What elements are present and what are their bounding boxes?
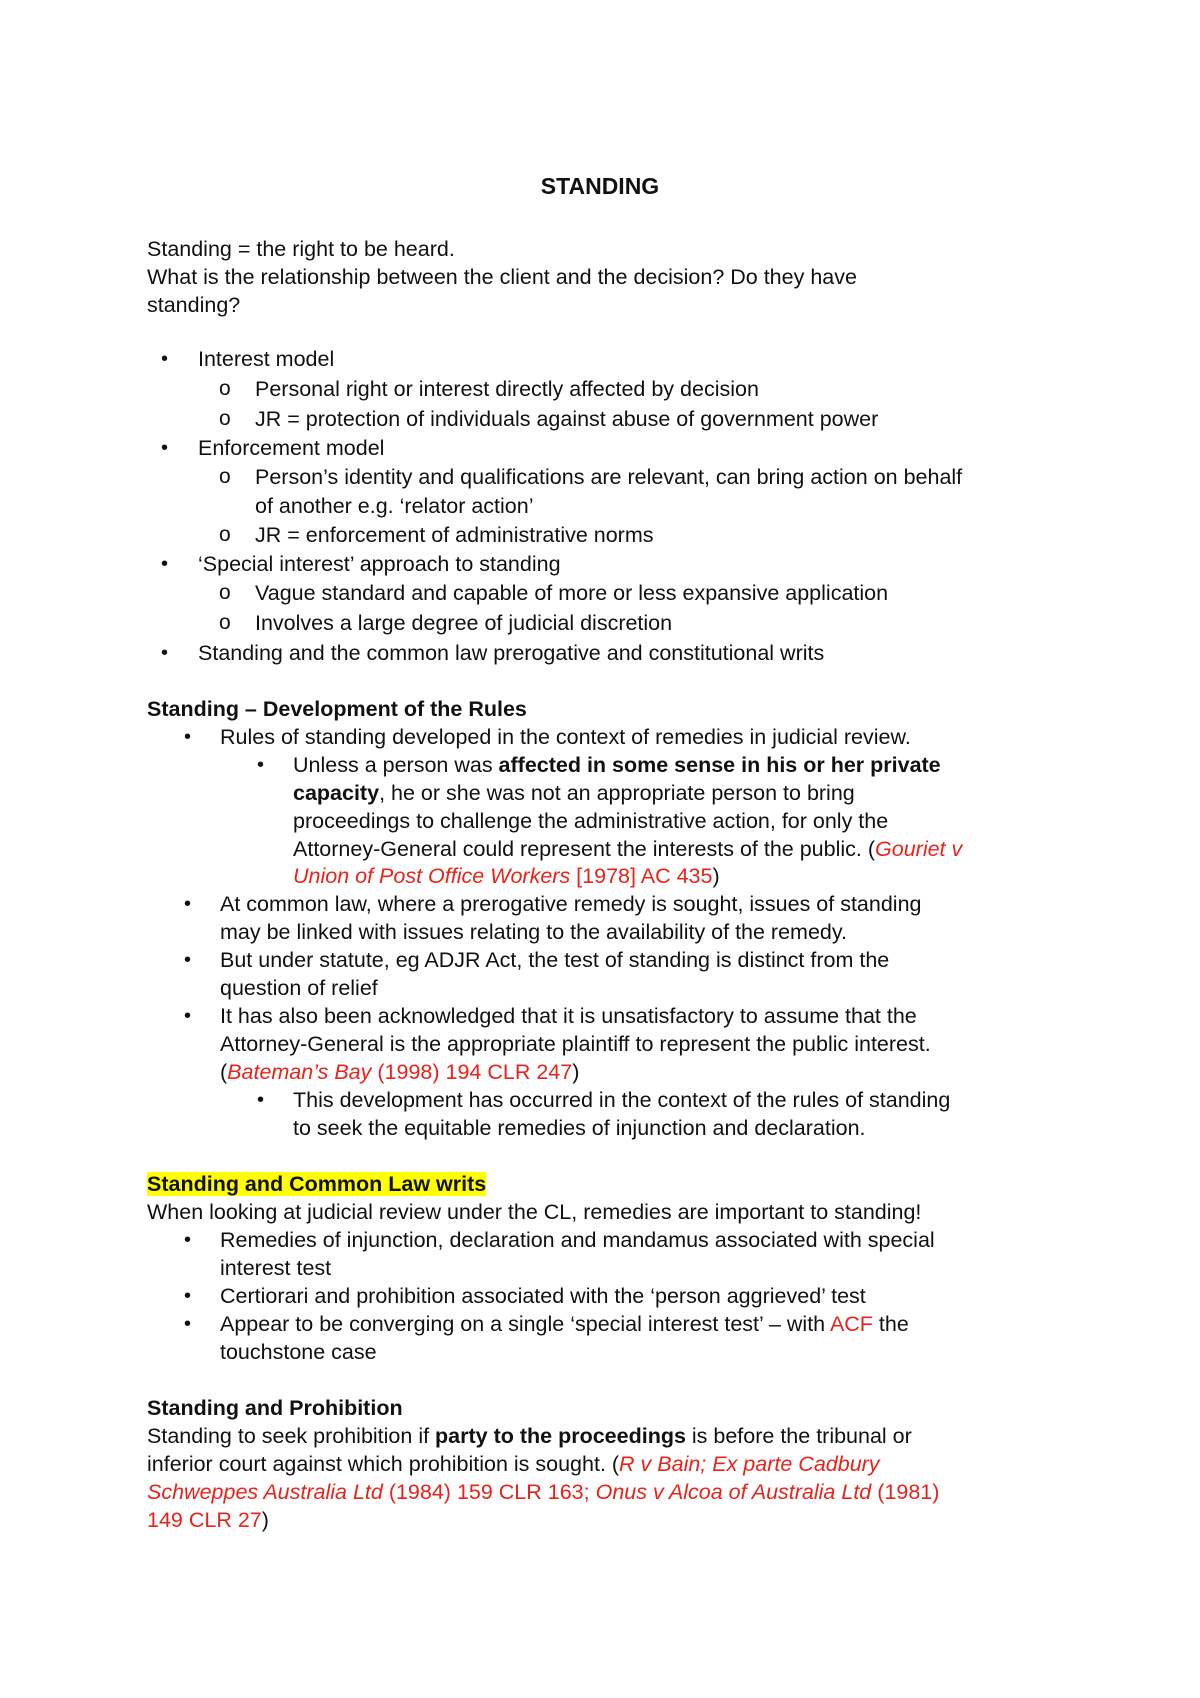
list-item: Vague standard and capable of more or less expansive application	[255, 581, 889, 605]
list-item	[293, 751, 941, 779]
sub-bullet-icon: o	[219, 581, 231, 604]
text-run: the	[872, 1312, 909, 1336]
text-run: )	[712, 864, 720, 888]
list-item-continued	[293, 835, 962, 863]
list-item: But under statute, eg ADJR Act, the test of standing is distinct from the	[220, 948, 890, 972]
case-citation: ACF	[829, 1312, 873, 1336]
bullet-icon: •	[161, 642, 169, 664]
case-citation: Bateman’s Bay	[227, 1060, 372, 1084]
text-run: )	[261, 1508, 269, 1532]
section-heading: Standing and Prohibition	[147, 1396, 403, 1420]
text-run: Unless a person was	[293, 753, 499, 777]
emphasis-text: capacity	[293, 781, 380, 805]
bullet-icon: •	[161, 437, 169, 459]
text-run: (	[220, 1060, 228, 1084]
list-item-continued: interest test	[220, 1256, 332, 1280]
case-citation: Schweppes Australia Ltd	[147, 1480, 383, 1504]
case-reference: (1998) 194 CLR 247	[371, 1060, 573, 1084]
page-title: STANDING	[540, 173, 660, 199]
bullet-icon: •	[184, 1285, 192, 1307]
list-item: Interest model	[198, 347, 335, 371]
list-item-continued: may be linked with issues relating to the availability of the remedy.	[220, 920, 847, 944]
sub-bullet-icon: o	[219, 611, 231, 634]
paragraph-line: When looking at judicial review under the CL, remedies are important to standing!	[147, 1200, 922, 1224]
list-item-continued: of another e.g. ‘relator action’	[255, 494, 534, 518]
list-item: JR = protection of individuals against abuse of government power	[255, 407, 879, 431]
list-item	[220, 1310, 909, 1338]
sub-bullet-icon: o	[219, 407, 231, 430]
list-item-continued	[220, 1058, 579, 1086]
sub-bullet-icon: o	[219, 465, 231, 488]
paragraph-line	[147, 1422, 912, 1450]
list-item-continued: Attorney-General is the appropriate plaintiff to represent the public interest.	[220, 1032, 931, 1056]
list-item-continued: question of relief	[220, 976, 378, 1000]
list-item: Person’s identity and qualifications are relevant, can bring action on behalf	[255, 465, 963, 489]
list-item: JR = enforcement of administrative norms	[255, 523, 654, 547]
list-item-continued: proceedings to challenge the administrative action, for only the	[293, 809, 889, 833]
section-heading	[147, 1170, 486, 1198]
list-item: Rules of standing developed in the context of remedies in judicial review.	[220, 725, 911, 749]
list-item: It has also been acknowledged that it is unsatisfactory to assume that the	[220, 1004, 917, 1028]
paragraph-line	[147, 1450, 880, 1478]
list-item-continued	[293, 862, 720, 890]
case-citation: R v Bain; Ex parte Cadbury	[619, 1452, 880, 1476]
text-run: Appear to be converging on a single ‘special interest test’ – with	[220, 1312, 830, 1336]
list-item: At common law, where a prerogative remedy is sought, issues of standing	[220, 892, 922, 916]
bullet-icon: •	[184, 1313, 192, 1335]
list-item: Involves a large degree of judicial discretion	[255, 611, 673, 635]
emphasis-text: affected in some sense in his or her private	[498, 753, 941, 777]
text-run: Attorney-General could represent the interests of the public. (	[293, 837, 876, 861]
sub-bullet-icon: o	[219, 377, 231, 400]
bullet-icon: •	[257, 754, 265, 776]
list-item: Enforcement model	[198, 436, 385, 460]
text-run: is before the tribunal or	[685, 1424, 912, 1448]
list-item: Standing and the common law prerogative and constitutional writs	[198, 641, 825, 665]
text-run: , he or she was not an appropriate person to bring	[379, 781, 855, 805]
paragraph-line	[147, 1506, 269, 1534]
intro-line: What is the relationship between the client and the decision? Do they have	[147, 265, 857, 289]
case-reference: (1981)	[871, 1480, 940, 1504]
bullet-icon: •	[161, 348, 169, 370]
bullet-icon: •	[184, 1005, 192, 1027]
bullet-icon: •	[184, 893, 192, 915]
case-reference: [1978] AC 435	[570, 864, 713, 888]
bullet-icon: •	[184, 1229, 192, 1251]
section-heading: Standing – Development of the Rules	[147, 697, 527, 721]
bullet-icon: •	[257, 1089, 265, 1111]
list-item: This development has occurred in the context of the rules of standing	[293, 1088, 951, 1112]
list-item-continued: touchstone case	[220, 1340, 377, 1364]
list-item: Remedies of injunction, declaration and mandamus associated with special	[220, 1228, 935, 1252]
list-item: Certiorari and prohibition associated with the ‘person aggrieved’ test	[220, 1284, 866, 1308]
intro-line: standing?	[147, 293, 241, 317]
sub-bullet-icon: o	[219, 523, 231, 546]
bullet-icon: •	[184, 949, 192, 971]
list-item: ‘Special interest’ approach to standing	[198, 552, 561, 576]
text-run: )	[572, 1060, 580, 1084]
highlighted-heading: Standing and Common Law writs	[147, 1172, 487, 1196]
list-item-continued	[293, 779, 855, 807]
emphasis-text: party to the proceedings	[435, 1424, 686, 1448]
bullet-icon: •	[184, 726, 192, 748]
text-run: Standing to seek prohibition if	[147, 1424, 436, 1448]
intro-line: Standing = the right to be heard.	[147, 237, 455, 261]
case-reference: (1984) 159 CLR 163;	[382, 1480, 596, 1504]
list-item: Personal right or interest directly affected by decision	[255, 377, 759, 401]
case-citation: Gouriet v	[875, 837, 963, 861]
paragraph-line	[147, 1478, 939, 1506]
case-reference: 149 CLR 27	[147, 1508, 262, 1532]
case-citation: Onus v Alcoa of Australia Ltd	[595, 1480, 872, 1504]
text-run: inferior court against which prohibition is sought. (	[147, 1452, 620, 1476]
list-item-continued: to seek the equitable remedies of injunction and declaration.	[293, 1116, 866, 1140]
case-citation: Union of Post Office Workers	[293, 864, 571, 888]
bullet-icon: •	[161, 553, 169, 575]
